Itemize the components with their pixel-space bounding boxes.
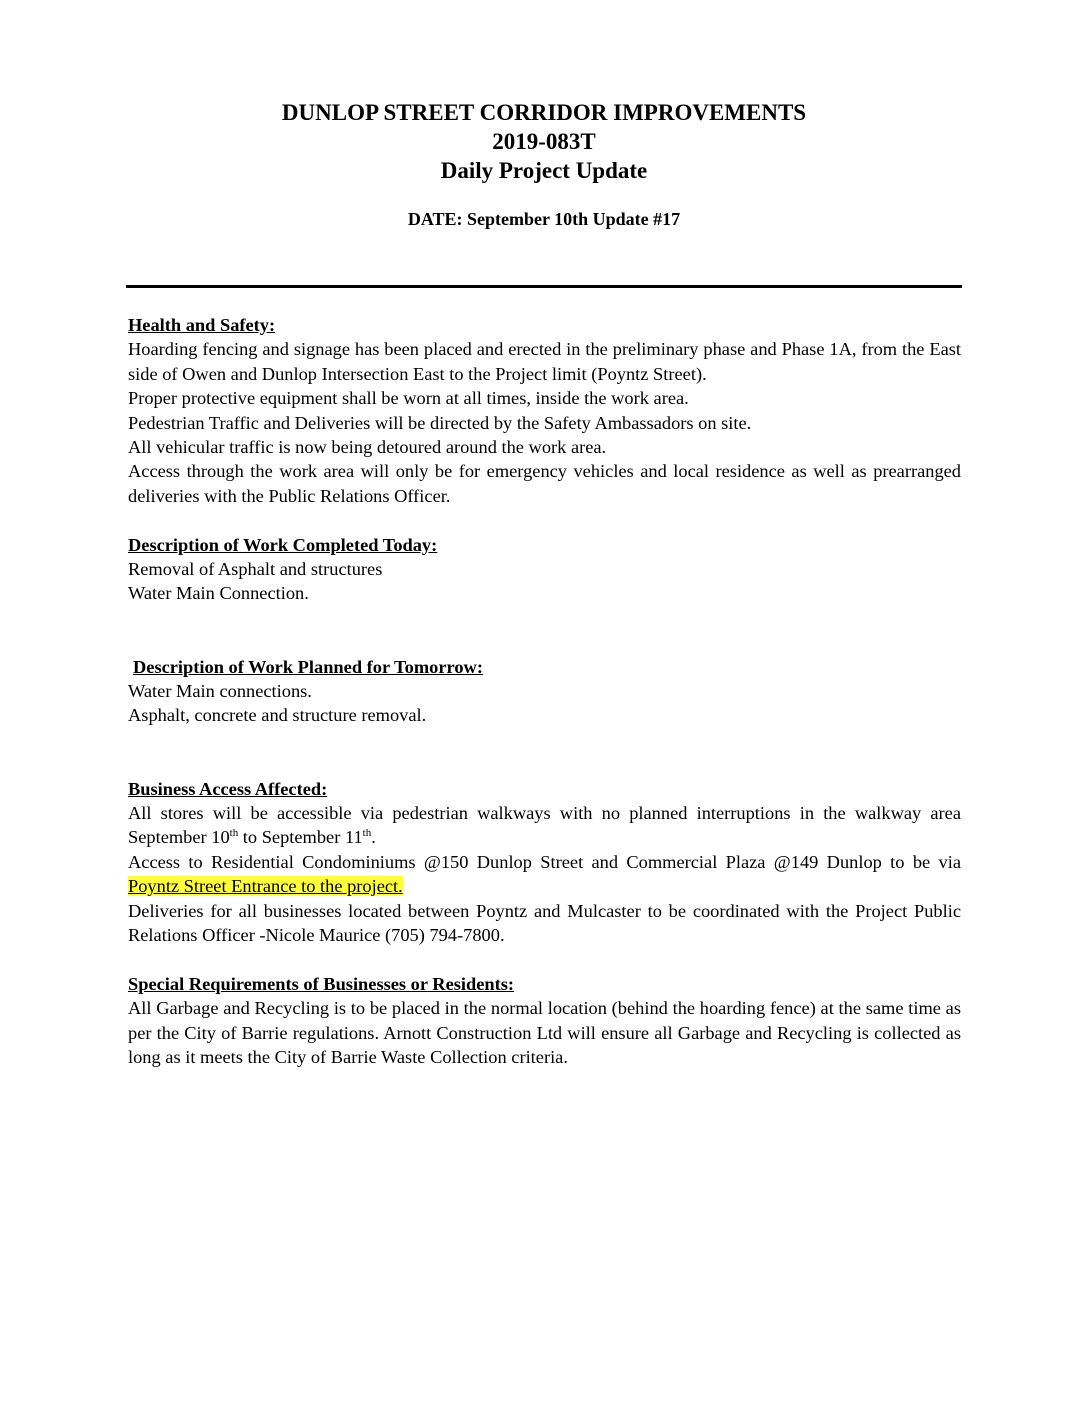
document-subtitle: Daily Project Update <box>440 158 648 183</box>
special-requirements-paragraph: All Garbage and Recycling is to be placed in the normal location (behind the hoarding fence) at the same time as per the City of Barrie regulations. Arnott Construction Ltd will ensure all Garbage and Recycling is collected as long as it meets the City of Barrie Waste Collection criteria. <box>128 998 961 1068</box>
health-safety-line: All vehicular traffic is now being detoured around the work area. <box>128 437 607 458</box>
work-planned-section <box>128 655 961 728</box>
business-access-title: Business Access Affected: <box>128 778 328 799</box>
work-completed-line: Removal of Asphalt and structures <box>128 559 383 580</box>
business-access-section <box>128 777 961 948</box>
text-run: to September 11 <box>238 827 363 848</box>
spacer <box>128 948 961 972</box>
date-line: DATE: September 10th Update #17 <box>407 209 681 229</box>
header-divider <box>126 285 962 288</box>
special-requirements-title: Special Requirements of Businesses or Residents: <box>128 973 515 994</box>
work-planned-line: Water Main connections. <box>128 681 312 702</box>
ordinal-suffix: th <box>229 827 239 840</box>
work-completed-line: Water Main Connection. <box>128 583 309 604</box>
text-run: Access to Residential Condominiums @150 Dunlop Street and Commercial Plaza @149 Dunlop to be via <box>128 851 961 872</box>
text-run: . <box>371 827 376 848</box>
spacer <box>128 728 961 777</box>
spacer <box>128 508 961 532</box>
spacer <box>128 606 961 655</box>
special-requirements-section <box>128 972 961 1070</box>
project-number: 2019-083T <box>492 129 596 154</box>
health-safety-line: Access through the work area will only be for emergency vehicles and local residence as well as prearranged deliveries with the Public Relations Officer. <box>128 461 961 506</box>
document-body <box>128 313 961 1070</box>
highlighted-text: Poyntz Street Entrance to the project. <box>128 876 403 897</box>
business-access-paragraph <box>128 850 961 899</box>
business-access-paragraph: Deliveries for all businesses located between Poyntz and Mulcaster to be coordinated with the Project Public Relations Officer -Nicole Maurice (705) 794-7800. <box>128 900 961 946</box>
work-completed-section <box>128 533 961 606</box>
work-planned-title: Description of Work Planned for Tomorrow: <box>133 656 483 677</box>
work-planned-heading <box>128 655 961 679</box>
health-safety-line: Pedestrian Traffic and Deliveries will be directed by the Safety Ambassadors on site. <box>128 412 752 433</box>
health-safety-line: Hoarding fencing and signage has been placed and erected in the preliminary phase and Phase 1A, from the East side of Owen and Dunlop Intersection East to the Project limit (Poyntz Street). <box>128 339 961 384</box>
business-access-paragraph <box>128 801 961 850</box>
work-planned-line: Asphalt, concrete and structure removal. <box>128 705 427 726</box>
health-safety-section <box>128 313 961 508</box>
text-run: All stores will be accessible via pedestrian walkways with no planned interruptions in the walkway area September 10 <box>128 803 961 848</box>
document-header <box>0 98 1088 230</box>
ordinal-suffix: th <box>362 827 372 840</box>
health-safety-line: Proper protective equipment shall be worn at all times, inside the work area. <box>128 388 689 409</box>
work-completed-title: Description of Work Completed Today: <box>128 534 438 555</box>
health-safety-title: Health and Safety: <box>128 315 276 335</box>
document-title: DUNLOP STREET CORRIDOR IMPROVEMENTS <box>281 100 807 125</box>
